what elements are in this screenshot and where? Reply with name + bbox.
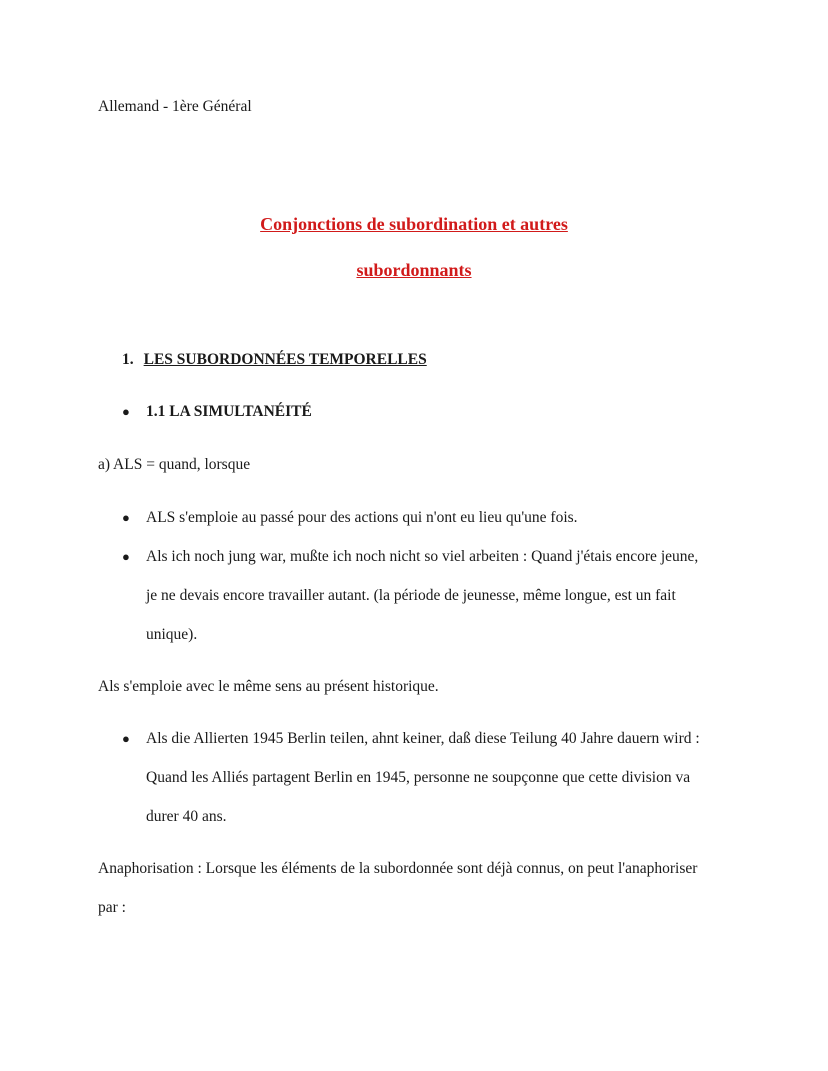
paragraph-line: par :: [98, 899, 126, 916]
anaphorisation-paragraph: [98, 849, 778, 927]
bullet-text-line: Als ich noch jung war, mußte ich noch nicht so viel arbeiten : Quand j'étais encore jeune,: [146, 548, 699, 565]
bullet-text-line: Als die Allierten 1945 Berlin teilen, ahnt keiner, daß diese Teilung 40 Jahre dauern wird :: [146, 730, 700, 747]
bullet-text-line: durer 40 ans.: [146, 808, 227, 825]
bullet-dot-icon: ●: [122, 404, 130, 419]
present-historique-paragraph: Als s'emploie avec le même sens au présent historique.: [98, 678, 439, 695]
course-header: Allemand - 1ère Général: [98, 98, 252, 115]
bullet-dot-icon: ●: [122, 731, 130, 746]
bullet-item: [122, 719, 736, 836]
bullet-text: ALS s'emploie au passé pour des actions qui n'ont eu lieu qu'une fois.: [146, 509, 578, 526]
section-heading: [122, 351, 427, 369]
section-number: 1.: [122, 351, 134, 368]
subsection-heading: [122, 403, 312, 421]
section-title: LES SUBORDONNÉES TEMPORELLES: [143, 351, 427, 368]
title-line-1: Conjonctions de subordination et autres: [260, 214, 568, 234]
bullet-text-line: Quand les Alliés partagent Berlin en 1945, personne ne soupçonne que cette division va: [146, 769, 691, 786]
als-definition: a) ALS = quand, lorsque: [98, 456, 251, 473]
bullet-item: [122, 537, 736, 654]
paragraph-line: Anaphorisation : Lorsque les éléments de la subordonnée sont déjà connus, on peut l'anaphoriser: [98, 860, 698, 877]
bullet-text-line: unique).: [146, 626, 198, 643]
bullet-item: [122, 498, 736, 537]
title-line-2: subordonnants: [356, 260, 472, 280]
bullet-dot-icon: ●: [122, 549, 130, 564]
subsection-title: 1.1 LA SIMULTANÉITÉ: [146, 403, 312, 420]
bullet-text-line: je ne devais encore travailler autant. (la période de jeunesse, même longue, est un fait: [146, 587, 676, 604]
bullet-dot-icon: ●: [122, 510, 130, 525]
